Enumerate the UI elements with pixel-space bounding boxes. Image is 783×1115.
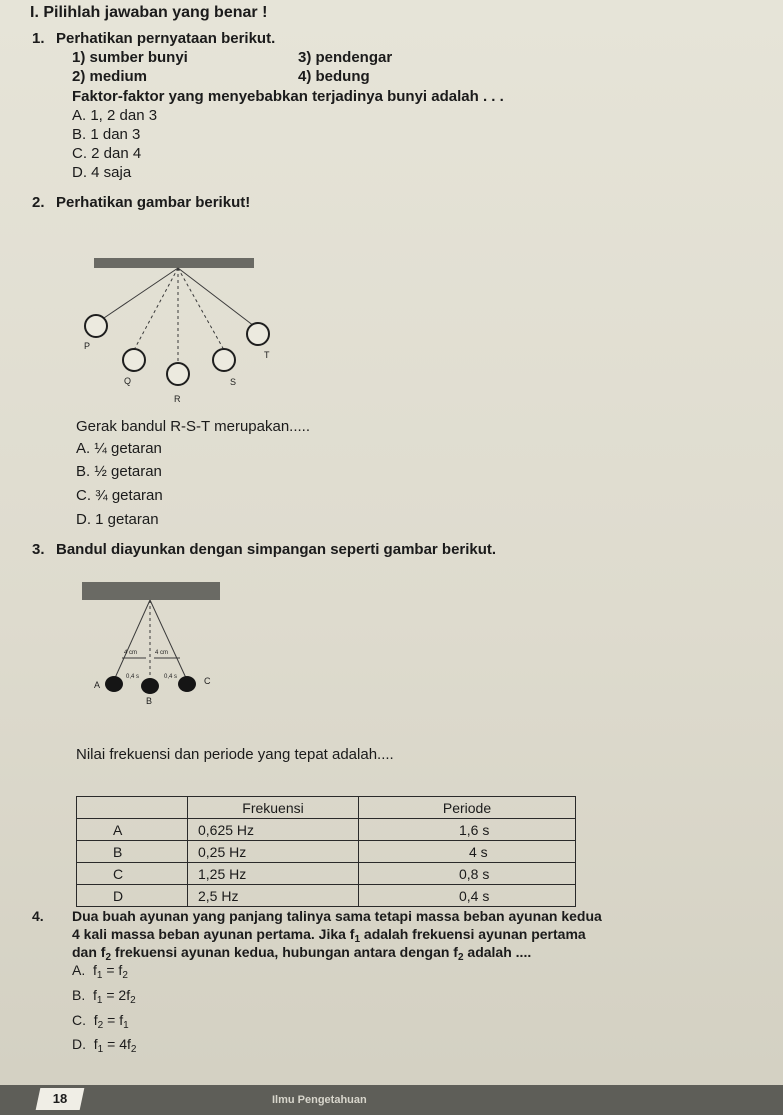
table-row[interactable]: [77, 885, 576, 907]
table-header-period: Periode: [359, 797, 576, 819]
q3-number: 3.: [32, 541, 45, 558]
label-s: S: [230, 377, 237, 387]
bob-p: [85, 315, 107, 337]
row-label: B: [77, 841, 188, 863]
section-heading: I. Pilihlah jawaban yang benar !: [30, 4, 268, 21]
string-p: [101, 268, 178, 320]
table-row[interactable]: [77, 863, 576, 885]
q2-number: 2.: [32, 194, 45, 211]
label-q: Q: [124, 376, 132, 386]
q1-statement-3: 3) pendengar: [298, 49, 393, 66]
q2-option-a[interactable]: A. ¼ getaran: [76, 440, 162, 457]
label-dist-right: 4 cm: [155, 650, 169, 656]
q1-number: 1.: [32, 30, 45, 47]
q1-statement-4: 4) bedung: [298, 68, 370, 85]
page-footer: [0, 1085, 783, 1115]
pendulum-figure-abc: [80, 580, 230, 720]
label-dist-left: 4 cm: [124, 650, 138, 656]
bob-c: [178, 676, 196, 692]
page-number-badge: [36, 1088, 85, 1110]
row-label: C: [77, 863, 188, 885]
table-header-frequency: Frekuensi: [188, 797, 359, 819]
q2-question: Gerak bandul R-S-T merupakan.....: [76, 418, 310, 435]
label-a: A: [94, 680, 101, 690]
string-q: [134, 268, 178, 350]
q2-stem: Perhatikan gambar berikut!: [56, 194, 251, 211]
row-period: 0,8 s: [359, 863, 576, 885]
table-header-row: [77, 797, 576, 819]
table-header-label: [77, 797, 188, 819]
q4-line-2: 4 kali massa beban ayunan pertama. Jika $f_1$ adalah frekuensi ayunan pertama: [72, 926, 586, 945]
q4-option-d[interactable]: D. $f_1 = 4f_2$: [72, 1036, 137, 1055]
q1-option-c[interactable]: C. 2 dan 4: [72, 145, 142, 162]
row-frequency: 0,25 Hz: [188, 841, 359, 863]
ceiling-bar: [94, 258, 254, 268]
label-time-left: 0,4 s: [126, 674, 140, 680]
q2-option-d[interactable]: D. 1 getaran: [76, 511, 159, 528]
pendulum-figure-pqrst: [74, 250, 284, 410]
table-row[interactable]: [77, 819, 576, 841]
page-number: 18: [52, 1091, 68, 1106]
row-period: 1,6 s: [359, 819, 576, 841]
footer-brand: Ilmu Pengetahuan: [272, 1094, 367, 1106]
bob-r: [167, 363, 189, 385]
bob-t: [247, 323, 269, 345]
bob-b: [141, 678, 159, 694]
q1-option-a[interactable]: A. 1, 2 dan 3: [72, 107, 158, 124]
string-c: [150, 600, 186, 678]
string-t: [178, 268, 254, 326]
q4-line-1: Dua buah ayunan yang panjang talinya sama tetapi massa beban ayunan kedua: [72, 908, 602, 924]
string-a: [115, 600, 150, 678]
q1-stem: Perhatikan pernyataan berikut.: [56, 30, 276, 47]
row-frequency: 0,625 Hz: [188, 819, 359, 841]
q4-number: 4.: [32, 908, 44, 924]
label-r: R: [174, 394, 181, 404]
row-label: A: [77, 819, 188, 841]
q3-stem: Bandul diayunkan dengan simpangan seperti gambar berikut.: [56, 541, 497, 558]
label-b: B: [146, 696, 153, 706]
label-c: C: [204, 676, 211, 686]
label-p: P: [84, 341, 91, 351]
row-period: 0,4 s: [359, 885, 576, 907]
q4-option-b[interactable]: B. $f_1 = 2f_2$: [72, 987, 136, 1006]
bob-q: [123, 349, 145, 371]
q1-statement-1: 1) sumber bunyi: [72, 49, 188, 66]
q4-option-a[interactable]: A. $f_1 = f_2$: [72, 962, 128, 981]
q4-line-3: dan $f_2$ frekuensi ayunan kedua, hubungan antara dengan $f_2$ adalah ....: [72, 944, 532, 963]
string-s: [178, 268, 224, 350]
label-time-right: 0,4 s: [164, 674, 178, 680]
q1-statement-2: 2) medium: [72, 68, 148, 85]
q3-answer-table: [76, 796, 576, 907]
row-label: D: [77, 885, 188, 907]
q4-option-c[interactable]: C. $f_2 = f_1$: [72, 1012, 129, 1031]
row-period: 4 s: [359, 841, 576, 863]
bob-a: [105, 676, 123, 692]
row-frequency: 1,25 Hz: [188, 863, 359, 885]
q1-option-b[interactable]: B. 1 dan 3: [72, 126, 141, 143]
table-row[interactable]: [77, 841, 576, 863]
row-frequency: 2,5 Hz: [188, 885, 359, 907]
q1-question: Faktor-faktor yang menyebabkan terjadinya bunyi adalah . . .: [72, 88, 504, 105]
bob-s: [213, 349, 235, 371]
ceiling-bar: [82, 582, 220, 600]
q1-option-d[interactable]: D. 4 saja: [72, 164, 132, 181]
q2-option-c[interactable]: C. ¾ getaran: [76, 487, 163, 504]
q2-option-b[interactable]: B. ½ getaran: [76, 463, 162, 480]
label-t: T: [264, 350, 270, 360]
q3-question: Nilai frekuensi dan periode yang tepat adalah....: [76, 746, 394, 763]
